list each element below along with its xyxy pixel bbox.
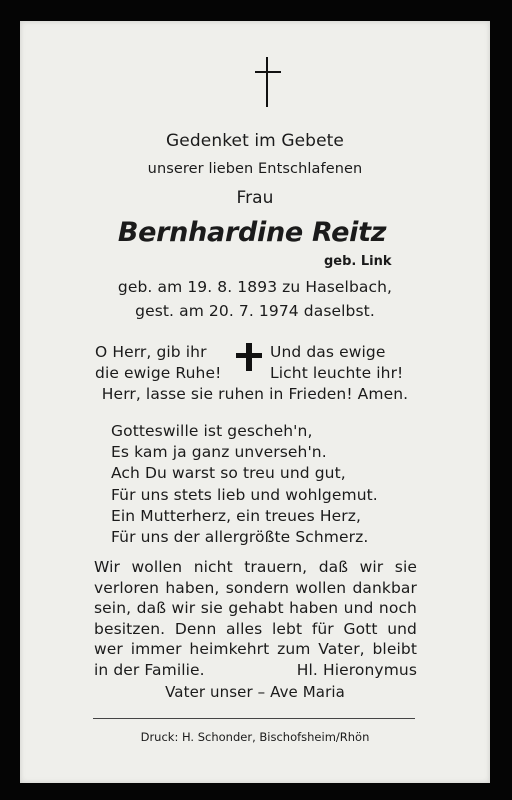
title-frau: Frau [236,188,274,208]
quote-line: Wir wollen nicht trauern, daß wir sie [94,558,417,576]
quote-line: verloren haben, sondern wollen dankbar [94,578,417,597]
quote-last-line [94,660,417,681]
quote-line: besitzen. Denn alles lebt für Gott und [94,619,417,638]
closing-line: Vater unser – Ave Maria [165,683,345,701]
cross-icon [255,57,281,107]
prayer-right-2: Licht leuchte ihr! [270,364,404,382]
divider [93,718,415,719]
poem-line: Gotteswille ist gescheh'n, [111,422,313,440]
poem [111,421,378,548]
quote [94,557,417,681]
quote-line: sein, daß wir sie gehabt haben und noch [94,599,417,618]
prayer-left-2: die ewige Ruhe! [95,364,222,382]
printer-credit: Druck: H. Schonder, Bischofsheim/Rhön [140,730,370,744]
quote-line: wer immer heimkehrt zum Vater, bleibt [94,640,417,659]
prayer-line-3: Herr, lasse sie ruhen in Frieden! Amen. [101,385,409,403]
poem-line: Für uns der allergrößte Schmerz. [111,528,369,547]
death-line: gest. am 20. 7. 1974 daselbst. [135,302,375,320]
poem-line: Für uns stets lieb und wohlgemut. [111,485,378,504]
prayer-right-1: Und das ewige [270,343,386,361]
poem-line: Ein Mutterherz, ein treues Herz, [111,506,361,525]
poem-line: Ach Du warst so treu und gut, [111,464,346,483]
poem-line: Es kam ja ganz unverseh'n. [111,443,327,462]
quote-author: Hl. Hieronymus [296,660,417,679]
bold-cross-icon [236,343,262,371]
heading-line-2: unserer lieben Entschlafenen [147,161,363,177]
deceased-name: Bernhardine Reitz [117,217,387,248]
prayer-left-1: O Herr, gib ihr [95,343,207,361]
birth-line: geb. am 19. 8. 1893 zu Haselbach, [117,278,393,296]
heading-line-1: Gedenket im Gebete [166,131,344,151]
memorial-card [20,21,490,783]
maiden-name: geb. Link [324,254,392,269]
quote-last-text: in der Familie. [94,660,205,679]
